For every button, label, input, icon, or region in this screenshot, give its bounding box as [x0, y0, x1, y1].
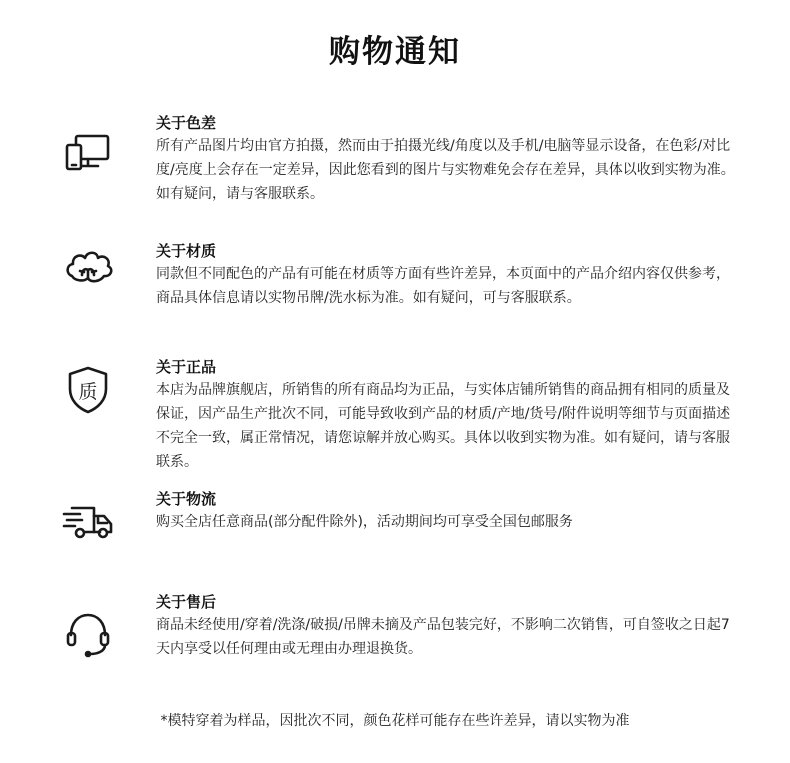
section-body: 购买全店任意商品(部分配件除外)，活动期间均可享受全国包邮服务: [156, 514, 573, 530]
section-body: 所有产品图片均由官方拍摄，然而由于拍摄光线/角度以及手机/电脑等显示设备，在色彩/对比度/亮度上会存在一定差异，因此您看到的图片与实物难免会存在差异，具体以收到实物为准。如有疑问，请与客服联系。: [156, 138, 735, 202]
devices-icon: [60, 124, 116, 180]
section-title: 关于正品: [156, 358, 217, 376]
cotton-icon: [60, 240, 116, 296]
quality-char: 质: [78, 381, 98, 403]
section-title: 关于售后: [156, 593, 217, 611]
section-body: 同款但不同配色的产品有可能在材质等方面有些许差异，本页面中的产品介绍内容仅供参考，商品具体信息请以实物吊牌/洗水标为准。如有疑问，可与客服联系。: [156, 266, 730, 306]
quality-shield-icon: [60, 362, 116, 418]
section-title: 关于色差: [156, 114, 217, 132]
page-title: 购物通知: [329, 34, 461, 70]
headset-icon: [60, 605, 116, 661]
section-title: 关于材质: [156, 242, 217, 260]
section-title: 关于物流: [156, 490, 217, 508]
section-body: 本店为品牌旗舰店，所销售的所有商品均为正品，与实体店铺所销售的商品拥有相同的质量及保证，因产品生产批次不同，可能导致收到产品的材质/产地/货号/附件说明等细节与页面描述不完全一致，属正常情况，请您谅解并放心购买。具体以收到实物为准。如有疑问，请与客服联系。: [156, 382, 731, 470]
section-body: 商品未经使用/穿着/洗涤/破损/吊牌未摘及产品包装完好，不影响二次销售，可自签收之日起7天内享受以任何理由或无理由办理退换货。: [156, 617, 730, 657]
footnote: *模特穿着为样品，因批次不同，颜色花样可能存在些许差异，请以实物为准: [160, 713, 630, 729]
delivery-truck-icon: [60, 492, 116, 548]
